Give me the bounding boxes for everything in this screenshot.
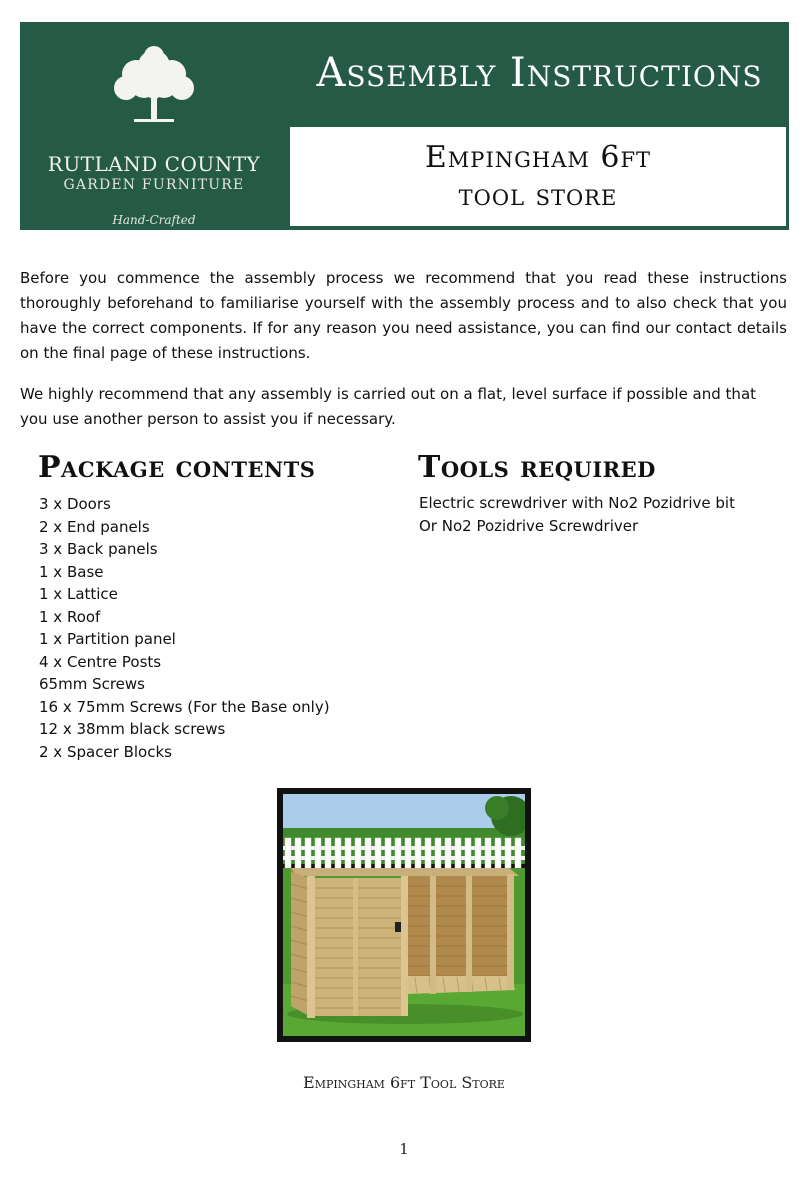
list-item: 2 x Spacer Blocks (39, 742, 172, 761)
page-number: 1 (399, 1140, 409, 1158)
product-photo (277, 788, 531, 1042)
brand-tagline: Hand-Crafted (112, 213, 196, 227)
recommendation-paragraph: We highly recommend that any assembly is carried out on a flat, level surface if possible and that you use another person to assist you if necessary. (20, 385, 757, 428)
list-item: 3 x Back panels (39, 540, 158, 558)
tools-required-list (419, 492, 735, 537)
tool-store-illustration (283, 794, 525, 1036)
list-item: 1 x Roof (39, 607, 101, 626)
intro-paragraph: Before you commence the assembly process we recommend that you read these instructions thoroughly beforehand to familiarise yourself with the assembly process and to also check that you have the correct components. If for any reason you need assistance, you can find our contact details on the final page of these instructions. (20, 269, 787, 362)
header-divider (20, 228, 789, 230)
list-item: 2 x End panels (39, 517, 150, 536)
product-title-box (290, 127, 786, 226)
list-item: 16 x 75mm Screws (For the Base only) (39, 697, 330, 716)
list-item: 1 x Partition panel (39, 630, 176, 648)
list-item: 12 x 38mm black screws (39, 720, 226, 738)
list-item: 1 x Lattice (39, 585, 118, 603)
list-item: 3 x Doors (39, 495, 111, 513)
list-item: Electric screwdriver with No2 Pozidrive bit (419, 494, 735, 512)
header-banner (20, 22, 789, 229)
tools-required-heading: Tools required (418, 450, 656, 485)
list-item: 1 x Base (39, 562, 104, 581)
package-contents-heading: Package contents (38, 450, 316, 485)
product-title-line1: Empingham 6ft (424, 139, 652, 175)
package-contents-list (39, 493, 330, 763)
figure-caption: Empingham 6ft Tool Store (303, 1073, 505, 1092)
brand-subtitle: GARDEN FURNITURE (63, 177, 245, 193)
document-title: Assembly Instructions (316, 50, 763, 96)
list-item: Or No2 Pozidrive Screwdriver (419, 516, 639, 535)
tree-icon (106, 44, 202, 124)
brand-logo (20, 22, 288, 229)
brand-name: RUTLAND COUNTY (47, 152, 261, 176)
list-item: 4 x Centre Posts (39, 652, 162, 671)
list-item: 65mm Screws (39, 675, 145, 693)
product-title-line2: tool store (458, 177, 618, 213)
